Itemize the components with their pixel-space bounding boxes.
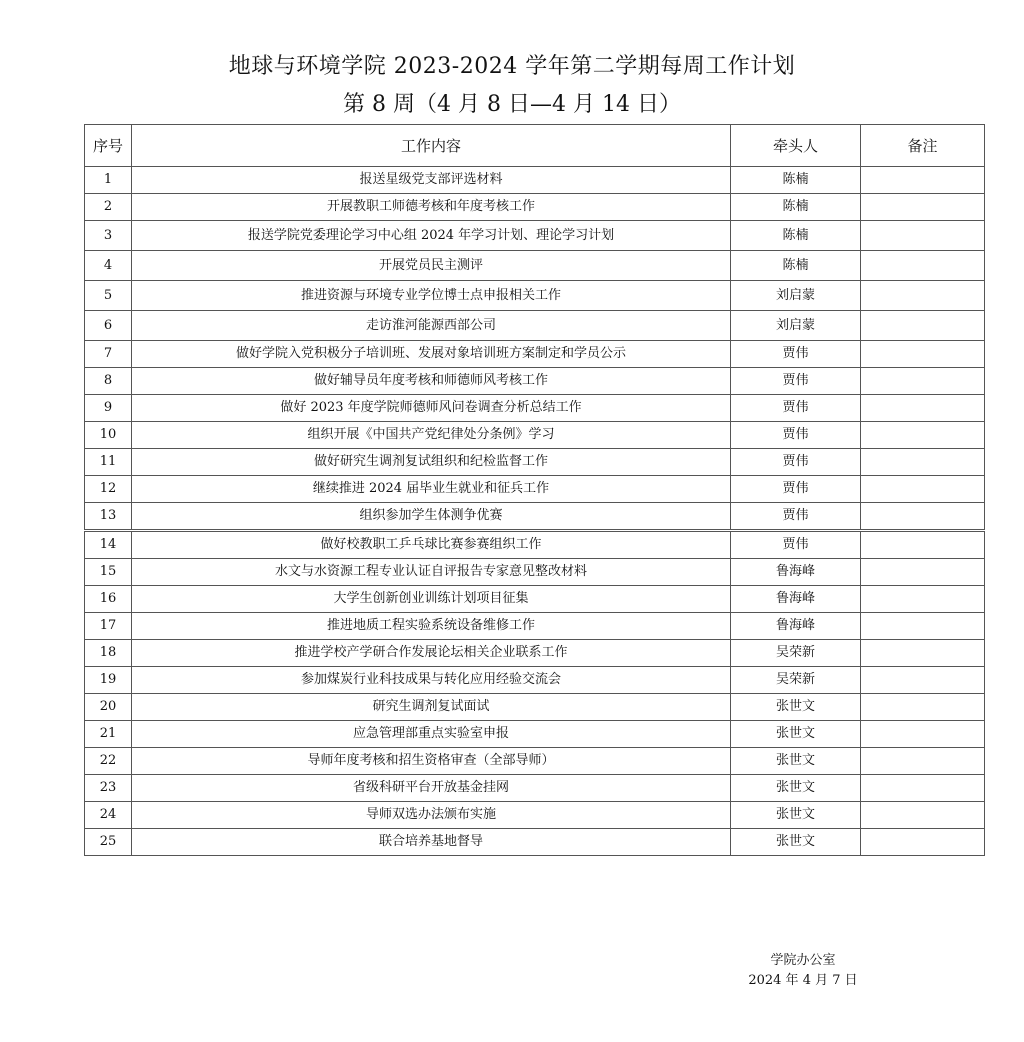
cell-no: 8 xyxy=(85,368,132,395)
cell-lead: 张世文 xyxy=(731,802,861,829)
cell-content: 参加煤炭行业科技成果与转化应用经验交流会 xyxy=(132,667,731,694)
table-row xyxy=(85,167,985,194)
cell-note xyxy=(861,476,985,503)
cell-lead: 刘启蒙 xyxy=(731,311,861,341)
table-row xyxy=(85,503,985,531)
table-row xyxy=(85,311,985,341)
cell-lead: 贾伟 xyxy=(731,395,861,422)
cell-lead: 张世文 xyxy=(731,694,861,721)
cell-content: 省级科研平台开放基金挂网 xyxy=(132,775,731,802)
footer-office: 学院办公室 xyxy=(770,953,836,968)
table-row xyxy=(85,251,985,281)
cell-content: 推进学校产学研合作发展论坛相关企业联系工作 xyxy=(132,640,731,667)
cell-content: 做好校教职工乒乓球比赛参赛组织工作 xyxy=(132,531,731,559)
table-row xyxy=(85,422,985,449)
cell-no: 9 xyxy=(85,395,132,422)
table-row xyxy=(85,221,985,251)
cell-no: 14 xyxy=(85,531,132,559)
cell-note xyxy=(861,281,985,311)
cell-lead: 贾伟 xyxy=(731,368,861,395)
table-row xyxy=(85,640,985,667)
cell-no: 18 xyxy=(85,640,132,667)
cell-no: 12 xyxy=(85,476,132,503)
table-row xyxy=(85,559,985,586)
cell-content: 组织开展《中国共产党纪律处分条例》学习 xyxy=(132,422,731,449)
cell-lead: 鲁海峰 xyxy=(731,613,861,640)
table-row xyxy=(85,721,985,748)
cell-lead: 贾伟 xyxy=(731,449,861,476)
header-no: 序号 xyxy=(85,125,132,167)
cell-content: 做好研究生调剂复试组织和纪检监督工作 xyxy=(132,449,731,476)
cell-note xyxy=(861,422,985,449)
cell-content: 水文与水资源工程专业认证自评报告专家意见整改材料 xyxy=(132,559,731,586)
cell-content: 应急管理部重点实验室申报 xyxy=(132,721,731,748)
cell-note xyxy=(861,775,985,802)
cell-lead: 鲁海峰 xyxy=(731,559,861,586)
document-title: 地球与环境学院 2023-2024 学年第二学期每周工作计划 xyxy=(228,54,796,79)
cell-lead: 贾伟 xyxy=(731,531,861,559)
cell-lead: 张世文 xyxy=(731,775,861,802)
cell-lead: 鲁海峰 xyxy=(731,586,861,613)
cell-no: 6 xyxy=(85,311,132,341)
table-body xyxy=(85,167,985,856)
cell-note xyxy=(861,194,985,221)
cell-content: 开展党员民主测评 xyxy=(132,251,731,281)
cell-no: 16 xyxy=(85,586,132,613)
cell-note xyxy=(861,311,985,341)
cell-note xyxy=(861,449,985,476)
table-header-row xyxy=(85,125,985,167)
cell-content: 研究生调剂复试面试 xyxy=(132,694,731,721)
cell-content: 大学生创新创业训练计划项目征集 xyxy=(132,586,731,613)
cell-lead: 贾伟 xyxy=(731,341,861,368)
cell-note xyxy=(861,341,985,368)
cell-note xyxy=(861,694,985,721)
cell-no: 7 xyxy=(85,341,132,368)
cell-content: 推进资源与环境专业学位博士点申报相关工作 xyxy=(132,281,731,311)
table-row xyxy=(85,775,985,802)
cell-note xyxy=(861,251,985,281)
cell-content: 导师双选办法颁布实施 xyxy=(132,802,731,829)
cell-lead: 张世文 xyxy=(731,721,861,748)
cell-lead: 张世文 xyxy=(731,748,861,775)
cell-content: 联合培养基地督导 xyxy=(132,829,731,856)
cell-lead: 陈楠 xyxy=(731,194,861,221)
cell-note xyxy=(861,503,985,531)
cell-no: 24 xyxy=(85,802,132,829)
cell-content: 推进地质工程实验系统设备维修工作 xyxy=(132,613,731,640)
cell-lead: 陈楠 xyxy=(731,251,861,281)
table-row xyxy=(85,586,985,613)
cell-note xyxy=(861,395,985,422)
cell-note xyxy=(861,640,985,667)
table-row xyxy=(85,476,985,503)
cell-note xyxy=(861,368,985,395)
cell-note xyxy=(861,167,985,194)
cell-content: 导师年度考核和招生资格审查（全部导师） xyxy=(132,748,731,775)
cell-note xyxy=(861,221,985,251)
cell-note xyxy=(861,613,985,640)
cell-lead: 刘启蒙 xyxy=(731,281,861,311)
cell-note xyxy=(861,748,985,775)
cell-lead: 吴荣新 xyxy=(731,667,861,694)
cell-no: 5 xyxy=(85,281,132,311)
work-plan-table xyxy=(84,124,985,856)
cell-note xyxy=(861,531,985,559)
table-row xyxy=(85,531,985,559)
table-row xyxy=(85,667,985,694)
cell-lead: 贾伟 xyxy=(731,503,861,531)
table-row xyxy=(85,368,985,395)
cell-lead: 张世文 xyxy=(731,829,861,856)
cell-no: 2 xyxy=(85,194,132,221)
cell-no: 25 xyxy=(85,829,132,856)
cell-lead: 贾伟 xyxy=(731,422,861,449)
cell-content: 走访淮河能源西部公司 xyxy=(132,311,731,341)
cell-content: 报送学院党委理论学习中心组 2024 年学习计划、理论学习计划 xyxy=(132,221,731,251)
cell-lead: 吴荣新 xyxy=(731,640,861,667)
cell-note xyxy=(861,721,985,748)
header-content: 工作内容 xyxy=(132,125,731,167)
footer-date: 2024 年 4 月 7 日 xyxy=(748,973,858,988)
cell-no: 3 xyxy=(85,221,132,251)
cell-lead: 贾伟 xyxy=(731,476,861,503)
cell-no: 19 xyxy=(85,667,132,694)
table-row xyxy=(85,694,985,721)
cell-content: 报送星级党支部评选材料 xyxy=(132,167,731,194)
cell-note xyxy=(861,802,985,829)
cell-no: 17 xyxy=(85,613,132,640)
cell-note xyxy=(861,829,985,856)
cell-no: 1 xyxy=(85,167,132,194)
table-row xyxy=(85,829,985,856)
cell-content: 做好学院入党积极分子培训班、发展对象培训班方案制定和学员公示 xyxy=(132,341,731,368)
cell-no: 15 xyxy=(85,559,132,586)
cell-no: 22 xyxy=(85,748,132,775)
cell-content: 开展教职工师德考核和年度考核工作 xyxy=(132,194,731,221)
cell-lead: 陈楠 xyxy=(731,167,861,194)
table-row xyxy=(85,395,985,422)
cell-note xyxy=(861,559,985,586)
cell-no: 21 xyxy=(85,721,132,748)
cell-note xyxy=(861,667,985,694)
cell-content: 做好 2023 年度学院师德师风问卷调查分析总结工作 xyxy=(132,395,731,422)
table-row xyxy=(85,341,985,368)
table-row xyxy=(85,748,985,775)
table-row xyxy=(85,281,985,311)
header-lead: 牵头人 xyxy=(731,125,861,167)
cell-no: 10 xyxy=(85,422,132,449)
cell-no: 13 xyxy=(85,503,132,531)
cell-content: 做好辅导员年度考核和师德师风考核工作 xyxy=(132,368,731,395)
cell-content: 继续推进 2024 届毕业生就业和征兵工作 xyxy=(132,476,731,503)
table-row xyxy=(85,449,985,476)
table-row xyxy=(85,802,985,829)
table-row xyxy=(85,613,985,640)
document-subtitle: 第 8 周（4 月 8 日—4 月 14 日） xyxy=(343,92,681,117)
cell-lead: 陈楠 xyxy=(731,221,861,251)
cell-no: 23 xyxy=(85,775,132,802)
cell-content: 组织参加学生体测争优赛 xyxy=(132,503,731,531)
cell-no: 11 xyxy=(85,449,132,476)
table-row xyxy=(85,194,985,221)
cell-no: 20 xyxy=(85,694,132,721)
cell-no: 4 xyxy=(85,251,132,281)
header-note: 备注 xyxy=(861,125,985,167)
cell-note xyxy=(861,586,985,613)
